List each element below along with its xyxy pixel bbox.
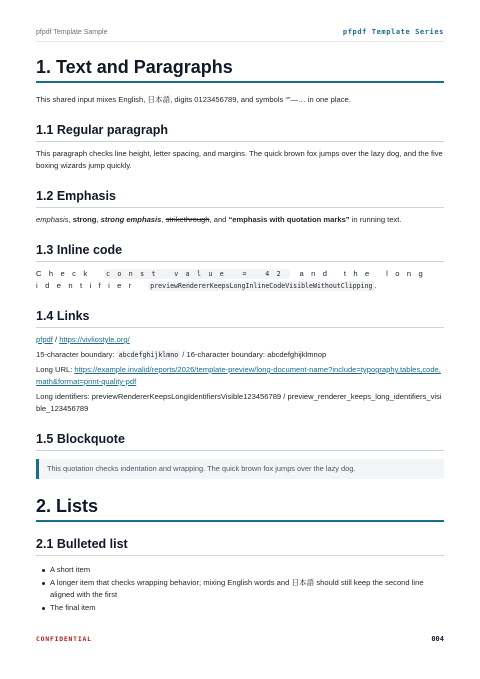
inline-code-paragraph xyxy=(36,268,444,292)
subheading-emphasis: 1.2 Emphasis xyxy=(36,188,444,208)
list-item: A short item xyxy=(50,564,444,576)
punctuation: , xyxy=(96,215,101,224)
subheading-inline-code: 1.3 Inline code xyxy=(36,242,444,262)
punctuation: , xyxy=(68,215,73,224)
list-item: The final item xyxy=(50,602,444,614)
running-header xyxy=(36,26,444,38)
header-divider xyxy=(36,41,444,42)
links-line xyxy=(36,334,444,346)
header-series-label: pfpdf Template Series xyxy=(342,28,444,36)
intro-paragraph: This shared input mixes English, 日本語, digits 0123456789, and symbols “”—… in one place. xyxy=(36,95,351,104)
confidential-label: CONFIDENTIAL xyxy=(36,635,92,643)
punctuation: . xyxy=(374,281,377,290)
blockquote: This quotation checks indentation and wrapping. The quick brown fox jumps over the lazy dog. xyxy=(36,459,444,479)
punctuation: , and xyxy=(209,215,229,224)
inline-code-mid: and the long identifier xyxy=(36,269,431,290)
long-url-label: Long URL: xyxy=(36,365,75,374)
running-text: in running text. xyxy=(349,215,402,224)
long-url-link[interactable]: https://example.invalid/reports/2026/template-preview/long-document-name?include=typography,tables,code,math&format=print-quality-pdf xyxy=(36,365,441,386)
subheading-regular-paragraph: 1.1 Regular paragraph xyxy=(36,122,444,142)
inline-code-long-identifier: previewRendererKeepsLongInlineCodeVisibleWithoutClipping xyxy=(150,282,373,290)
inline-code-snippet: const value = 42 xyxy=(106,270,288,278)
regular-paragraph: This paragraph checks line height, letter spacing, and margins. The quick brown fox jumps over the lazy dog, and the five boxing wizards jump quickly. xyxy=(36,149,443,170)
boundary-label-16: / 16-character boundary: abcdefghijklmnop xyxy=(180,350,327,359)
page-number: 004 xyxy=(431,635,444,643)
header-doc-title: pfpdf Template Sample xyxy=(36,28,108,36)
boundary-line xyxy=(36,349,444,361)
quoted-emphasis-text: “emphasis with quotation marks” xyxy=(228,215,350,224)
strikethrough-text: strikethrough xyxy=(165,215,210,224)
long-url-line xyxy=(36,364,444,388)
emphasis-paragraph xyxy=(36,214,444,226)
subheading-links: 1.4 Links xyxy=(36,308,444,328)
page-content xyxy=(36,56,444,615)
punctuation: , xyxy=(161,215,166,224)
boundary-code-15: abcdefghijklmno xyxy=(118,351,179,359)
subheading-bulleted-list: 2.1 Bulleted list xyxy=(36,536,444,556)
list-item: A longer item that checks wrapping behavior; mixing English words and 日本語 should still keep the second line aligned with the first xyxy=(50,577,444,601)
bulleted-list xyxy=(36,564,444,614)
subheading-blockquote: 1.5 Blockquote xyxy=(36,431,444,451)
long-identifiers-line: Long identifiers: previewRendererKeepsLongIdentifiersVisible123456789 / preview_renderer_keeps_long_identifiers_visible_123456789 xyxy=(36,392,442,413)
strong-text: strong xyxy=(72,215,97,224)
boundary-label-15: 15-character boundary: xyxy=(36,350,117,359)
link-pfpdf[interactable]: pfpdf xyxy=(36,335,53,344)
link-vivliostyle[interactable]: https://vivliostyle.org/ xyxy=(59,335,130,344)
section-heading-lists: 2. Lists xyxy=(36,495,444,522)
strong-emphasis-text: strong emphasis xyxy=(100,215,162,224)
emphasis-text: emphasis xyxy=(36,215,69,224)
running-footer xyxy=(36,635,444,643)
section-heading-text-and-paragraphs: 1. Text and Paragraphs xyxy=(36,56,444,83)
link-separator: / xyxy=(52,335,60,344)
inline-code-lead: Check xyxy=(36,269,105,278)
